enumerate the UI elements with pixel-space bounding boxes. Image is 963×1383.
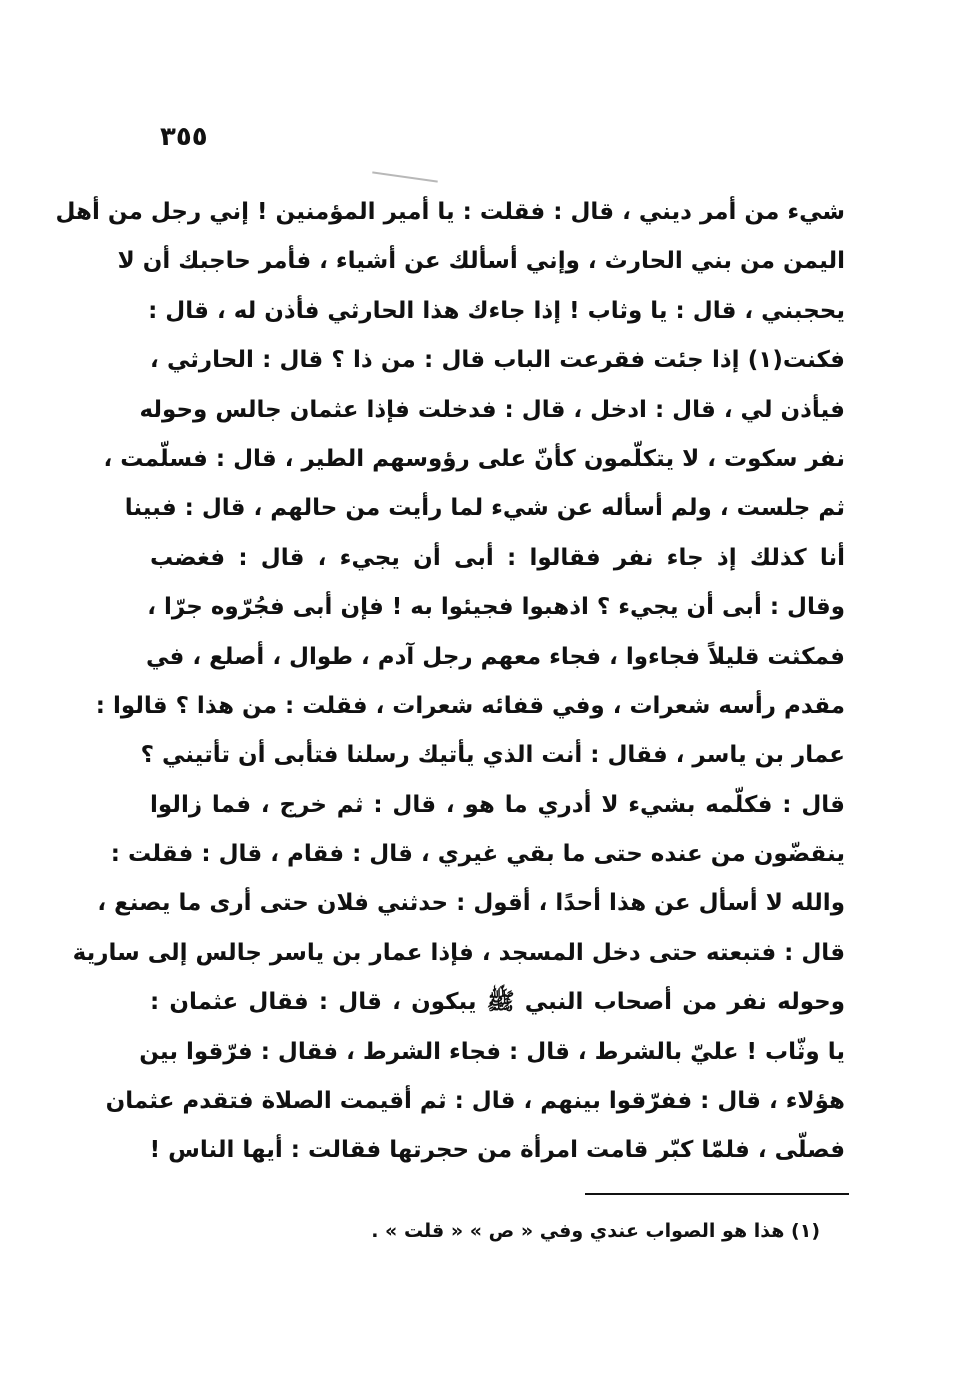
footnote: (١) هذا هو الصواب عندي وفي « ص » « قلت » . [371,1220,820,1242]
text-line: وحوله نفر من أصحاب النبي ﷺ يبكون ، قال : فقال عثمان : [150,989,845,1016]
page-number: ٣٥٥ [160,122,208,152]
text-line: فصلّى ، فلمّا كبّر قامت امرأة من حجرتها فقالت : أيها الناس ! [149,1137,845,1164]
text-line: والله لا أسأل عن هذا أحدًا ، أقول : حدثني فلان حتى أرى ما يصنع ، [97,890,845,917]
text-line: قال : فكلّمه بشيء لا أدري ما هو ، قال : ثم خرج ، فما زالوا [150,791,845,818]
text-line: هؤلاء ، قال : ففرّقوا بينهم ، قال : ثم أقيمت الصلاة فتقدم عثمان [105,1088,845,1115]
text-line: مقدم رأسه شعرات ، وفي قفائه شعرات ، فقلت : من هذا ؟ قالوا : [95,692,845,719]
text-line: عمار بن ياسر ، فقال : أنت الذي يأتيك رسلنا فتأبى أن تأتيني ؟ [140,742,845,769]
text-line: يا وثّاب ! عليّ بالشرط ، قال : فجاء الشرط ، فقال : فرّقوا بين [139,1038,845,1065]
scan-mark [372,171,438,182]
text-line: فيأذن لي ، قال : ادخل ، قال : فدخلت فإذا عثمان جالس وحوله [139,396,845,423]
body-text [55,188,845,1176]
text-line: فمكثت قليلاً فجاءوا ، فجاء معهم رجل آدم ، طوال ، أصلع ، في [146,643,845,670]
footnote-divider [585,1193,849,1195]
text-line: نفر سكوت ، لا يتكلّمون كأنّ على رؤوسهم الطير ، قال : فسلّمت ، [103,445,845,472]
text-line: فكنت(١) إذا جئت فقرعت الباب قال : من ذا ؟ قال : الحارثي ، [150,347,845,374]
text-line: ينقضّون من عنده حتى ما بقي غيري ، قال : فقام ، قال : فقلت : [110,841,845,868]
text-line: قال : فتبعته حتى دخل المسجد ، فإذا عمار بن ياسر جالس إلى سارية [72,939,845,966]
text-line: اليمن من بني الحارث ، وإني أسألك عن أشياء ، فأمر حاجبك أن لا [117,248,845,275]
text-line: ثم جلست ، ولم أسأله عن شيء لما رأيت من حالهم ، قال : فبينا [124,495,845,522]
text-line: يحجبني ، قال : يا وثاب ! إذا جاءك هذا الحارثي فأذن له ، قال : [148,297,845,324]
text-line: وقال : أبى أن يجيء ؟ اذهبوا فجيئوا به ! فإن أبى فجُرّوه جرّا ، [147,594,845,621]
text-line: شيء من أمر ديني ، قال : فقلت : يا أمير المؤمنين ! إني رجل من أهل [55,199,845,225]
text-line: أنا كذلك إذ جاء نفر فقالوا : أبى أن يجيء ، قال : فغضب [150,544,845,571]
